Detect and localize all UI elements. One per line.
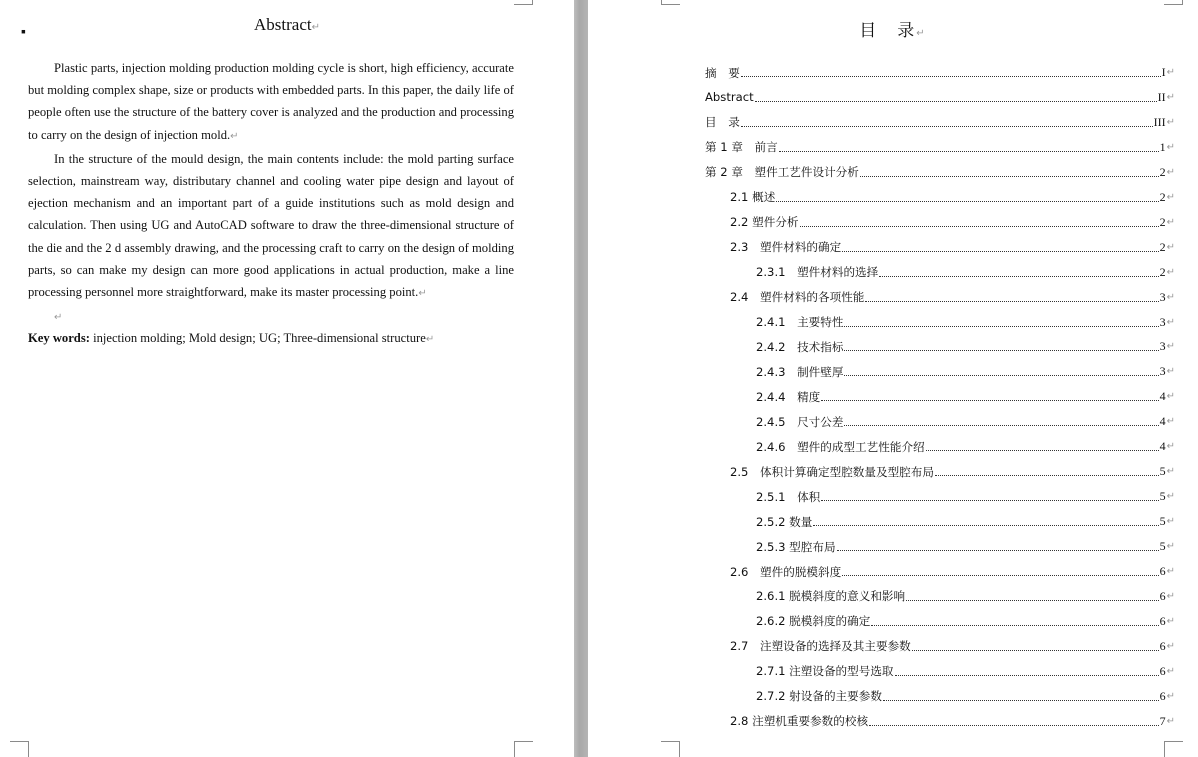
toc-entry-title: 2.6.1 脱模斜度的意义和影响	[756, 589, 906, 604]
toc-entry-page: 5	[1159, 464, 1166, 479]
abstract-paragraph: In the structure of the mould design, the main contents include: the mold parting surface selection, mainstream way, distributary channel and cooling water pipe design and layout of ejection mechanism and an important part of a guide institutions such as mold design and calculation. Then using UG and AutoCAD software to draw the three-dimensional structure of the die and the 2 d assembly drawing, and the processing craft to carry on the design of molding parts, so can make my design can more good applications in actual production, make a line processing personnel more straightforward, make its master processing point.↵	[28, 151, 514, 300]
paragraph-mark: ↵	[1166, 216, 1175, 228]
paragraph-mark: ↵	[1166, 665, 1175, 677]
toc-entry-title: 2.4 塑件材料的各项性能	[730, 290, 865, 305]
toc-entry-page: 2	[1159, 189, 1166, 204]
keywords-text: injection molding; Mold design; UG; Three-dimensional structure	[89, 331, 426, 346]
toc-entry-page: 6	[1159, 613, 1166, 628]
paragraph-mark: ↵	[1166, 341, 1175, 353]
toc-entry[interactable]	[730, 210, 1175, 235]
toc-dot-leader	[865, 301, 1158, 302]
toc-entry-title: 2.7.1 注塑设备的型号选取	[756, 664, 894, 679]
toc-dot-leader	[779, 151, 1159, 152]
paragraph-mark: ↵	[1166, 590, 1175, 602]
toc-entry-title: Abstract	[705, 90, 754, 105]
page-gutter	[574, 0, 588, 757]
toc-entry-page: 2	[1159, 264, 1166, 279]
toc-entry[interactable]	[756, 659, 1175, 684]
toc-title: 目 录↵	[859, 21, 927, 41]
toc-entry[interactable]	[730, 559, 1175, 584]
toc-dot-leader	[926, 450, 1159, 451]
toc-entry-page: 5	[1159, 514, 1166, 529]
toc-entry[interactable]	[756, 484, 1175, 509]
toc-dot-leader	[741, 76, 1161, 77]
toc-dot-leader	[912, 650, 1159, 651]
toc-entry-page: 5	[1159, 539, 1166, 554]
toc-entry-page: 2	[1159, 239, 1166, 254]
paragraph-mark: ↵	[1166, 615, 1175, 627]
toc-entry[interactable]	[730, 459, 1175, 484]
paragraph-mark: ↵	[418, 288, 427, 300]
toc-entry[interactable]	[756, 534, 1175, 559]
paragraph-mark: ↵	[230, 130, 239, 142]
toc-dot-leader	[813, 525, 1158, 526]
toc-entry[interactable]	[756, 509, 1175, 534]
toc-entry-title: 2.4.6 塑件的成型工艺性能介绍	[756, 439, 925, 454]
toc-dot-leader	[821, 400, 1158, 401]
toc-dot-leader	[844, 425, 1158, 426]
toc-entry-title: 2.3 塑件材料的确定	[730, 240, 842, 255]
toc-entry-title: 2.4.3 制件壁厚	[756, 364, 844, 379]
toc-entry[interactable]	[730, 235, 1175, 260]
toc-entry[interactable]	[756, 684, 1175, 709]
toc-entry-title: 2.4.5 尺寸公差	[756, 414, 844, 429]
paragraph-mark: ↵	[311, 22, 320, 33]
paragraph-mark: ↵	[1166, 715, 1175, 727]
toc-entry-title: 2.7 注塑设备的选择及其主要参数	[730, 639, 911, 654]
paragraph-mark: ↵	[1166, 116, 1175, 128]
abstract-paragraph: Plastic parts, injection molding production molding cycle is short, high efficiency, accurate but molding complex shape, size or products with embedded parts. In this paper, the daily life of people often use the structure of the battery cover is analyzed and the production and processing to carry on the design of injection mold.↵	[28, 61, 514, 142]
toc-entry-title: 2.5.3 型腔布局	[756, 539, 836, 554]
paragraph-mark: ↵	[1166, 191, 1175, 203]
toc-entry[interactable]	[730, 709, 1175, 734]
toc-entry-title: 2.5.1 体积	[756, 489, 821, 504]
toc-dot-leader	[879, 276, 1158, 277]
paragraph-mark: ↵	[1166, 241, 1175, 253]
paragraph-mark: ↵	[1166, 316, 1175, 328]
crop-mark-bottom-left	[10, 741, 29, 757]
toc-entry-title: 2.2 塑件分析	[730, 215, 799, 230]
toc-page	[588, 0, 1198, 757]
toc-entry[interactable]	[756, 584, 1175, 609]
toc-entry-page: 5	[1159, 489, 1166, 504]
toc-entry-page: 3	[1159, 364, 1166, 379]
toc-entry[interactable]	[756, 384, 1175, 409]
toc-entry-page: 4	[1159, 439, 1166, 454]
toc-dot-leader	[935, 475, 1159, 476]
toc-dot-leader	[844, 350, 1158, 351]
paragraph-mark: ↵	[1166, 366, 1175, 378]
toc-entry-page: 3	[1159, 289, 1166, 304]
toc-dot-leader	[844, 375, 1158, 376]
toc-entry-page: 4	[1159, 389, 1166, 404]
toc-entry-title: 2.4.4 精度	[756, 389, 821, 404]
toc-dot-leader	[755, 101, 1157, 102]
toc-entry-page: 6	[1159, 638, 1166, 653]
paragraph-mark: ↵	[1166, 141, 1175, 153]
toc-entry-title: 2.5.2 数量	[756, 514, 813, 529]
toc-dot-leader	[871, 625, 1158, 626]
keywords-line	[28, 327, 514, 351]
toc-dot-leader	[895, 675, 1159, 676]
toc-entry[interactable]	[730, 634, 1175, 659]
toc-entry[interactable]	[730, 185, 1175, 210]
toc-entry-title: 2.8 注塑机重要参数的校核	[730, 714, 869, 729]
toc-entry-page: 6	[1159, 663, 1166, 678]
toc-entry-title: 目 录	[705, 115, 740, 130]
paragraph-mark: ↵	[916, 28, 927, 39]
abstract-body[interactable]	[28, 57, 514, 351]
paragraph-mark: ↵	[1166, 67, 1175, 78]
list-bullet: ▪	[21, 25, 26, 40]
toc-entry-title: 摘 要	[705, 65, 740, 80]
toc-entry-title: 第 1 章 前言	[705, 140, 778, 155]
toc-entry-page: 6	[1159, 564, 1166, 578]
toc-dot-leader	[883, 700, 1159, 701]
paragraph-mark: ↵	[1166, 91, 1175, 103]
toc-entry-title: 2.4.2 技术指标	[756, 339, 844, 354]
toc-entry-page: 6	[1159, 688, 1166, 703]
toc-entry-page: 3	[1159, 339, 1166, 354]
toc-entry[interactable]	[705, 135, 1175, 160]
toc-entry-page: 4	[1159, 414, 1166, 429]
toc-entry-page: 2	[1159, 164, 1166, 179]
toc-dot-leader	[837, 550, 1159, 551]
toc-entry[interactable]	[730, 285, 1175, 310]
paragraph-mark: ↵	[1166, 566, 1175, 577]
toc-entry[interactable]	[756, 359, 1175, 384]
toc-entry-page: III	[1153, 114, 1166, 129]
paragraph-mark: ↵	[425, 334, 435, 346]
toc-entry[interactable]	[756, 310, 1175, 335]
toc-entry[interactable]	[705, 60, 1175, 85]
paragraph-mark: ↵	[1166, 690, 1175, 702]
toc-entry-page: 3	[1159, 314, 1166, 329]
toc-entry[interactable]	[705, 160, 1175, 185]
toc-dot-leader	[800, 226, 1159, 227]
toc-dot-leader	[842, 251, 1158, 252]
toc-dot-leader	[842, 575, 1158, 576]
toc-entry[interactable]	[756, 434, 1175, 459]
keywords-label: Key words:	[28, 331, 90, 346]
toc-entry-title: 2.4.1 主要特性	[756, 315, 844, 329]
paragraph-mark: ↵	[1166, 166, 1175, 178]
toc-dot-leader	[869, 725, 1159, 726]
toc-entry[interactable]	[705, 110, 1175, 135]
toc-dot-leader	[741, 126, 1153, 127]
toc-entry-title: 2.3.1 塑件材料的选择	[756, 265, 879, 280]
toc-entry-title: 第 2 章 塑件工艺件设计分析	[705, 165, 859, 180]
abstract-title: Abstract↵	[254, 15, 320, 34]
abstract-page	[0, 0, 574, 757]
toc-entry[interactable]	[756, 409, 1175, 434]
toc-dot-leader	[821, 500, 1158, 501]
toc-entry-title: 2.5 体积计算确定型腔数量及型腔布局	[730, 464, 934, 479]
toc-dot-leader	[776, 201, 1158, 202]
crop-mark-bottom-right	[514, 741, 533, 757]
paragraph-mark: ↵	[1166, 416, 1175, 428]
paragraph-mark: ↵	[1166, 391, 1175, 403]
crop-mark-top-right	[514, 0, 533, 5]
toc-entry-title: 2.1 概述	[730, 190, 776, 205]
paragraph-mark: ↵	[1166, 640, 1175, 652]
crop-mark-bottom-left	[661, 741, 680, 757]
toc-entry[interactable]	[756, 609, 1175, 634]
toc-entry-title: 2.7.2 射设备的主要参数	[756, 689, 882, 704]
paragraph-mark: ↵	[1166, 516, 1175, 528]
paragraph-mark: ↵	[1166, 466, 1175, 478]
paragraph-mark: ↵	[1166, 491, 1175, 503]
toc-entry-title: 2.6 塑件的脱模斜度	[730, 564, 842, 579]
crop-mark-top-left	[661, 0, 680, 5]
paragraph-mark: ↵	[1166, 441, 1175, 453]
paragraph-mark: ↵	[1166, 291, 1175, 303]
toc-entry-page: 6	[1159, 588, 1166, 603]
toc-entry-page: II	[1157, 89, 1166, 104]
paragraph-mark: ↵	[54, 312, 63, 324]
toc-dot-leader	[844, 326, 1158, 327]
toc-entry[interactable]	[756, 334, 1175, 359]
toc-dot-leader	[860, 176, 1159, 177]
toc-entry[interactable]	[705, 85, 1175, 110]
crop-mark-top-right	[1164, 0, 1183, 5]
toc-entry[interactable]	[756, 260, 1175, 285]
toc-dot-leader	[906, 600, 1158, 601]
toc-entry-page: 1	[1159, 139, 1166, 154]
paragraph-mark: ↵	[1166, 541, 1175, 553]
crop-mark-bottom-right	[1164, 741, 1183, 757]
toc-entry-title: 2.6.2 脱模斜度的确定	[756, 614, 871, 629]
empty-paragraph	[28, 305, 514, 327]
toc-entry-page: 2	[1159, 214, 1166, 229]
toc-entry-page: 7	[1159, 713, 1166, 728]
paragraph-mark: ↵	[1166, 266, 1175, 278]
toc-entry-page: I	[1161, 65, 1166, 79]
